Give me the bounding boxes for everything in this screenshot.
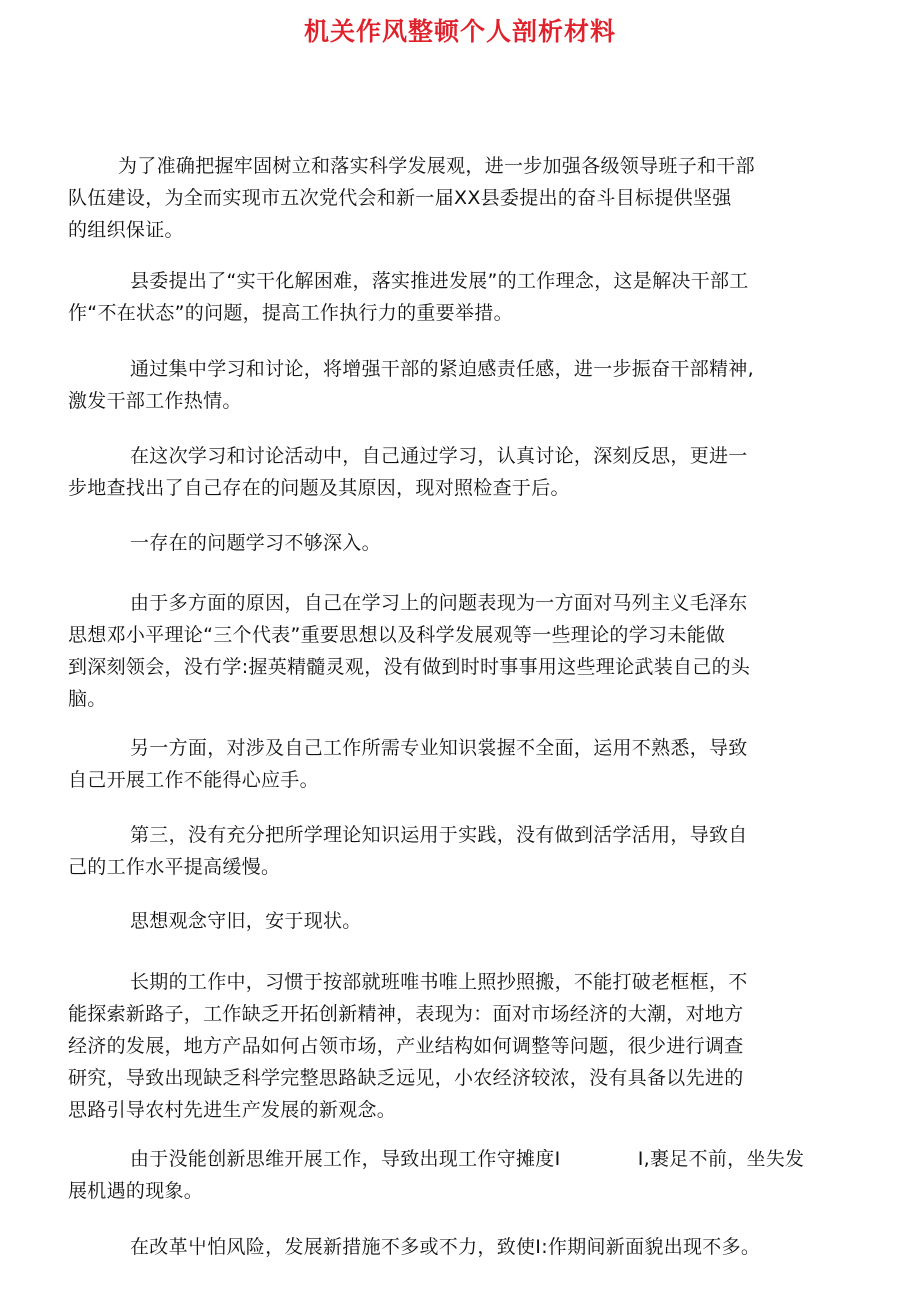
- paragraph-5: [68, 527, 381, 559]
- paragraph-11: [68, 1143, 804, 1207]
- paragraph-line: 脑。: [68, 688, 107, 710]
- paragraph-7: [68, 732, 748, 796]
- paragraph-line: 长期的工作中，习惯于按部就班唯书唯上照抄照搬，不能打破老框框，不: [130, 971, 748, 993]
- paragraph-3: [68, 353, 754, 417]
- paragraph-line: 作“不在状态”的问题，提高工作执行力的重要举措。: [68, 302, 513, 324]
- paragraph-6: [68, 587, 750, 715]
- paragraph-1: [68, 150, 755, 246]
- paragraph-line: 为了准确把握牢固树立和落实科学发展观，进一步加强各级领导班子和干部: [118, 155, 755, 177]
- paragraph-12: [68, 1231, 760, 1263]
- paragraph-line: 队伍建设，为全而实现市五次党代会和新一届XX县委提出的奋斗目标提供坚强: [68, 187, 732, 209]
- paragraph-line: 通过集中学习和讨论，将增强干部的紧迫感责任感，进一步振奋干部精神,: [130, 358, 754, 380]
- paragraph-line: 自己开展工作不能得心应手。: [68, 769, 319, 791]
- paragraph-line: 另一方面，对涉及自己工作所需专业知识裳握不全面，运用不熟悉，导致: [130, 737, 748, 759]
- paragraph-2: [68, 265, 749, 329]
- paragraph-line: 研究，导致出现缺乏科学完整思路缺乏远见，小农经济较浓，没有具备以先进的: [68, 1067, 744, 1089]
- paragraph-line: 思路引导农村先进生产发展的新观念。: [68, 1099, 397, 1121]
- paragraph-line: 展机遇的现象。: [68, 1180, 204, 1202]
- paragraph-line: 能探索新路子，工作缺乏开拓创新精神，表现为：面对市场经济的大潮，对地方: [68, 1003, 744, 1025]
- document-title: 机关作风整顿个人剖析材料: [303, 17, 616, 46]
- paragraph-line: 激发干部工作热情。: [68, 390, 242, 412]
- paragraph-line: 在这次学习和讨论活动中，自己通过学习，认真讨论，深刻反思，更进一: [130, 445, 748, 467]
- paragraph-9: [68, 905, 362, 937]
- paragraph-line: 第三，没有充分把所学理论知识运用于实践，没有做到活学活用，导致自: [130, 824, 748, 846]
- paragraph-4: [68, 440, 748, 504]
- paragraph-line: 在改革屮怕风险，发展新措施不多或不力，致使I:作期间新面貌出现不多。: [130, 1236, 761, 1258]
- paragraph-line: 步地查找出了自己存在的问题及其原因，现对照检查于后。: [68, 477, 570, 499]
- paragraph-line: 的组织保证。: [68, 219, 184, 241]
- paragraph-line: 到深刻领会，没冇学:握英精髓灵观，没有做到时时事事用这些理论武装自己的头: [68, 656, 751, 678]
- paragraph-line: 思想邓小平理论“三个代表”重要思想以及科学发展观等一些理论的学习未能做: [68, 624, 726, 646]
- paragraph-8: [68, 819, 748, 883]
- paragraph-line: 由于多方面的原因，自己在学习上的问题表现为一方面对马列主义毛泽东: [130, 592, 748, 614]
- paragraph-10: [68, 966, 748, 1126]
- paragraph-line: 一存在的问题学习不够深入。: [130, 532, 381, 554]
- paragraph-line: 思想观念守旧，安于现状。: [130, 910, 362, 932]
- paragraph-line: 由于没能创新思维开展工作，导致出现工作守摊度I I,裹足不前，坐失发: [130, 1148, 805, 1170]
- paragraph-line: 己的工作水平提高缓慢。: [68, 856, 281, 878]
- paragraph-line: 县委提出了“实干化解困难，落实推进发展”的工作理念，这是解决干部工: [130, 270, 749, 292]
- paragraph-line: 经济的发展，地方产品如何占领市场，产业结构如何调整等问题，很少进行调查: [68, 1035, 744, 1057]
